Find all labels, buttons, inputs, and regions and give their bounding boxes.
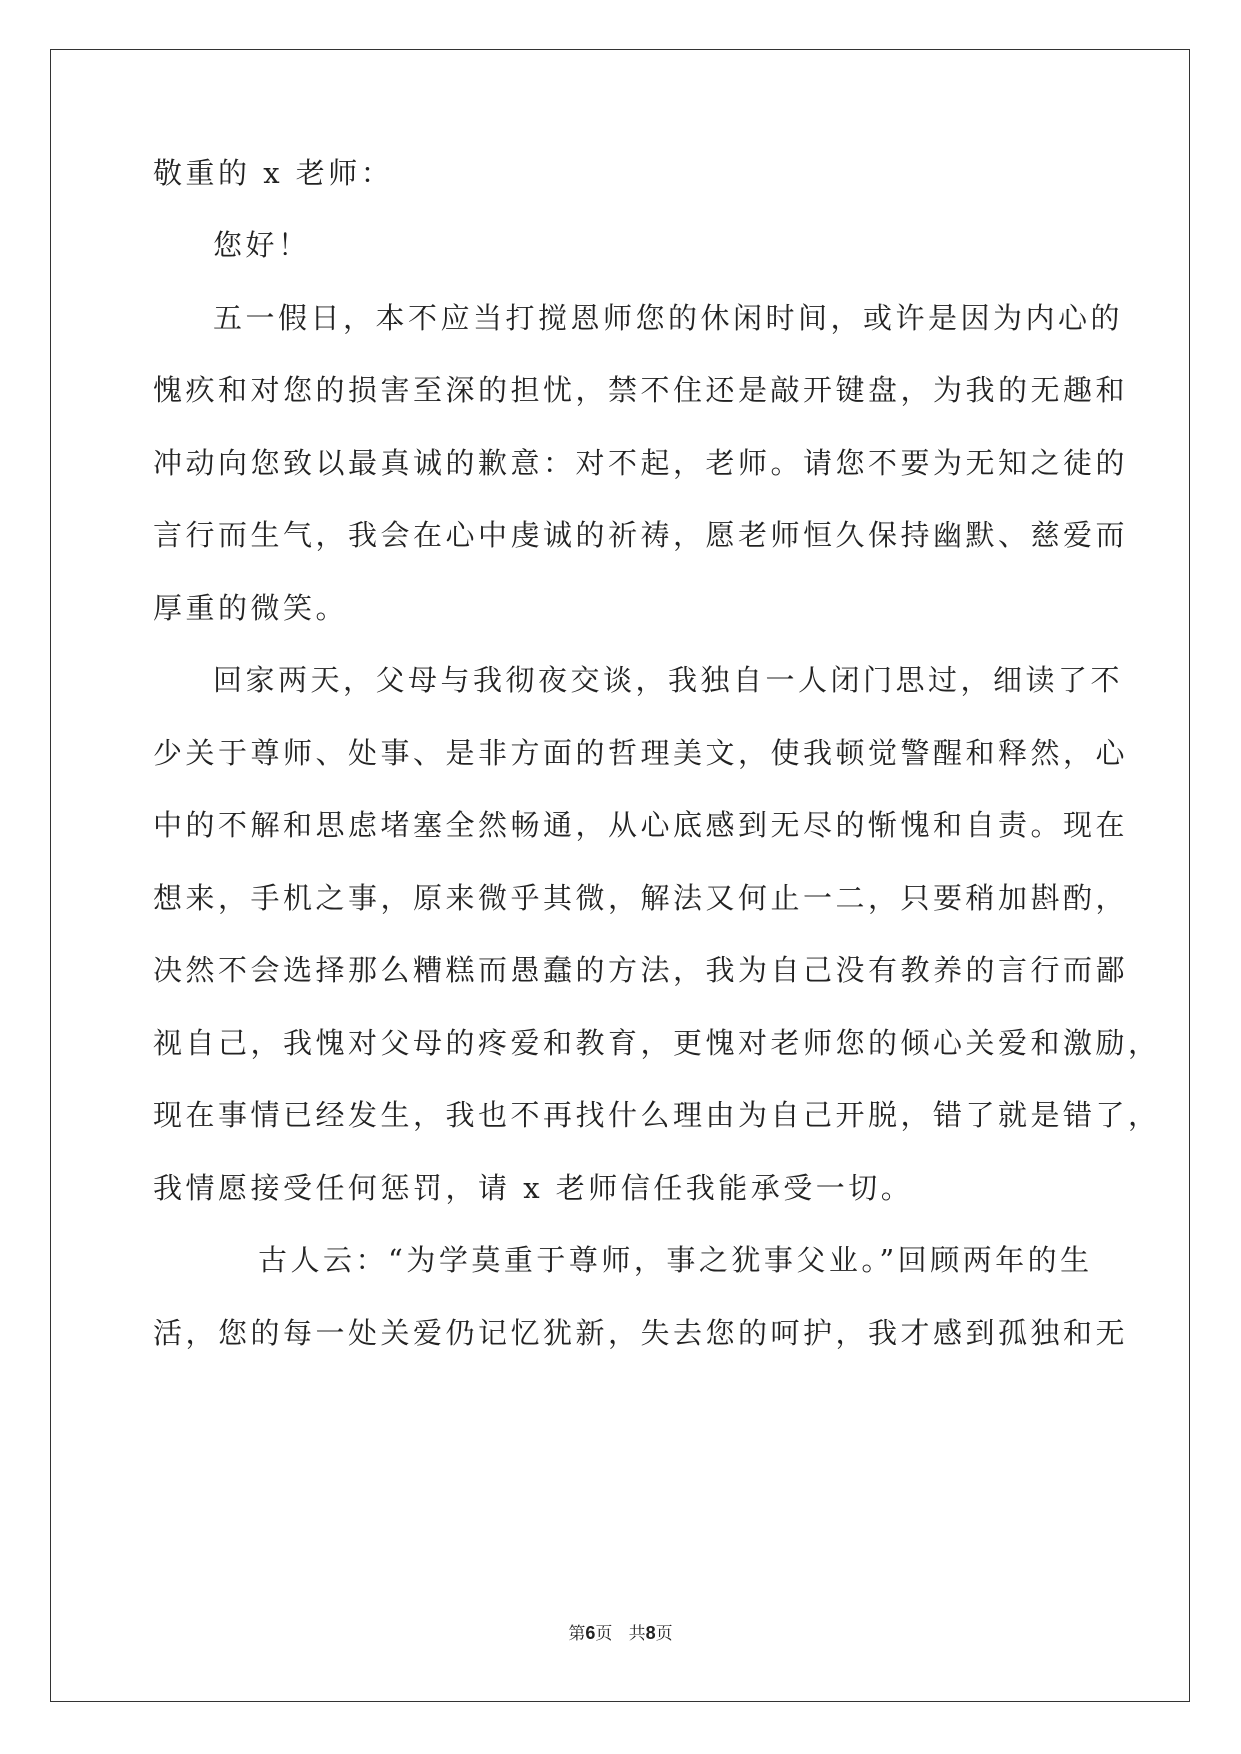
total-pages-number: 8 [645,1623,656,1643]
paragraph-1-line-2: 愧疚和对您的损害至深的担忧，禁不住还是敲开键盘，为我的无趣和 [153,373,1129,407]
paragraph-2-line-8: 我情愿接受任何惩罚，请 x 老师信任我能承受一切。 [153,1171,914,1205]
paragraph-2-line-7: 现在事情已经发生，我也不再找什么理由为自己开脱，错了就是错了， [153,1098,1161,1132]
footer-middle: 页 共 [595,1624,646,1644]
paragraph-2-line-5: 决然不会选择那么糟糕而愚蠢的方法，我为自己没有教养的言行而鄙 [153,953,1129,987]
paragraph-2-line-1: 回家两天，父母与我彻夜交谈，我独自一人闭门思过，细读了不 [213,663,1124,697]
paragraph-2-line-6: 视自己，我愧对父母的疼爱和教育，更愧对老师您的倾心关爱和激励， [153,1026,1161,1060]
paragraph-2-line-4: 想来，手机之事，原来微乎其微，解法又何止一二，只要稍加斟酌， [153,881,1129,915]
page-footer [0,1621,1241,1646]
footer-suffix: 页 [655,1624,673,1644]
footer-prefix: 第 [568,1624,586,1644]
greeting: 您好！ [213,228,311,262]
salutation: 敬重的 x 老师： [153,156,394,190]
paragraph-1-line-5: 厚重的微笑。 [153,591,349,625]
paragraph-1-line-4: 言行而生气，我会在心中虔诚的祈祷，愿老师恒久保持幽默、慈爱而 [153,518,1129,552]
paragraph-2-line-3: 中的不解和思虑堵塞全然畅通，从心底感到无尽的惭愧和自责。现在 [153,808,1129,842]
paragraph-1-line-1: 五一假日，本不应当打搅恩师您的休闲时间，或许是因为内心的 [213,301,1124,335]
current-page-number: 6 [585,1623,596,1643]
paragraph-2-line-2: 少关于尊师、处事、是非方面的哲理美文，使我顿觉警醒和释然，心 [153,736,1129,770]
paragraph-3-line-2: 活，您的每一处关爱仍记忆犹新，失去您的呵护，我才感到孤独和无 [153,1316,1129,1350]
paragraph-1-line-3: 冲动向您致以最真诚的歉意：对不起，老师。请您不要为无知之徒的 [153,446,1129,480]
paragraph-3-line-1: 古人云：“为学莫重于尊师，事之犹事父业。”回顾两年的生 [258,1243,1093,1277]
page-border [50,49,1190,1702]
